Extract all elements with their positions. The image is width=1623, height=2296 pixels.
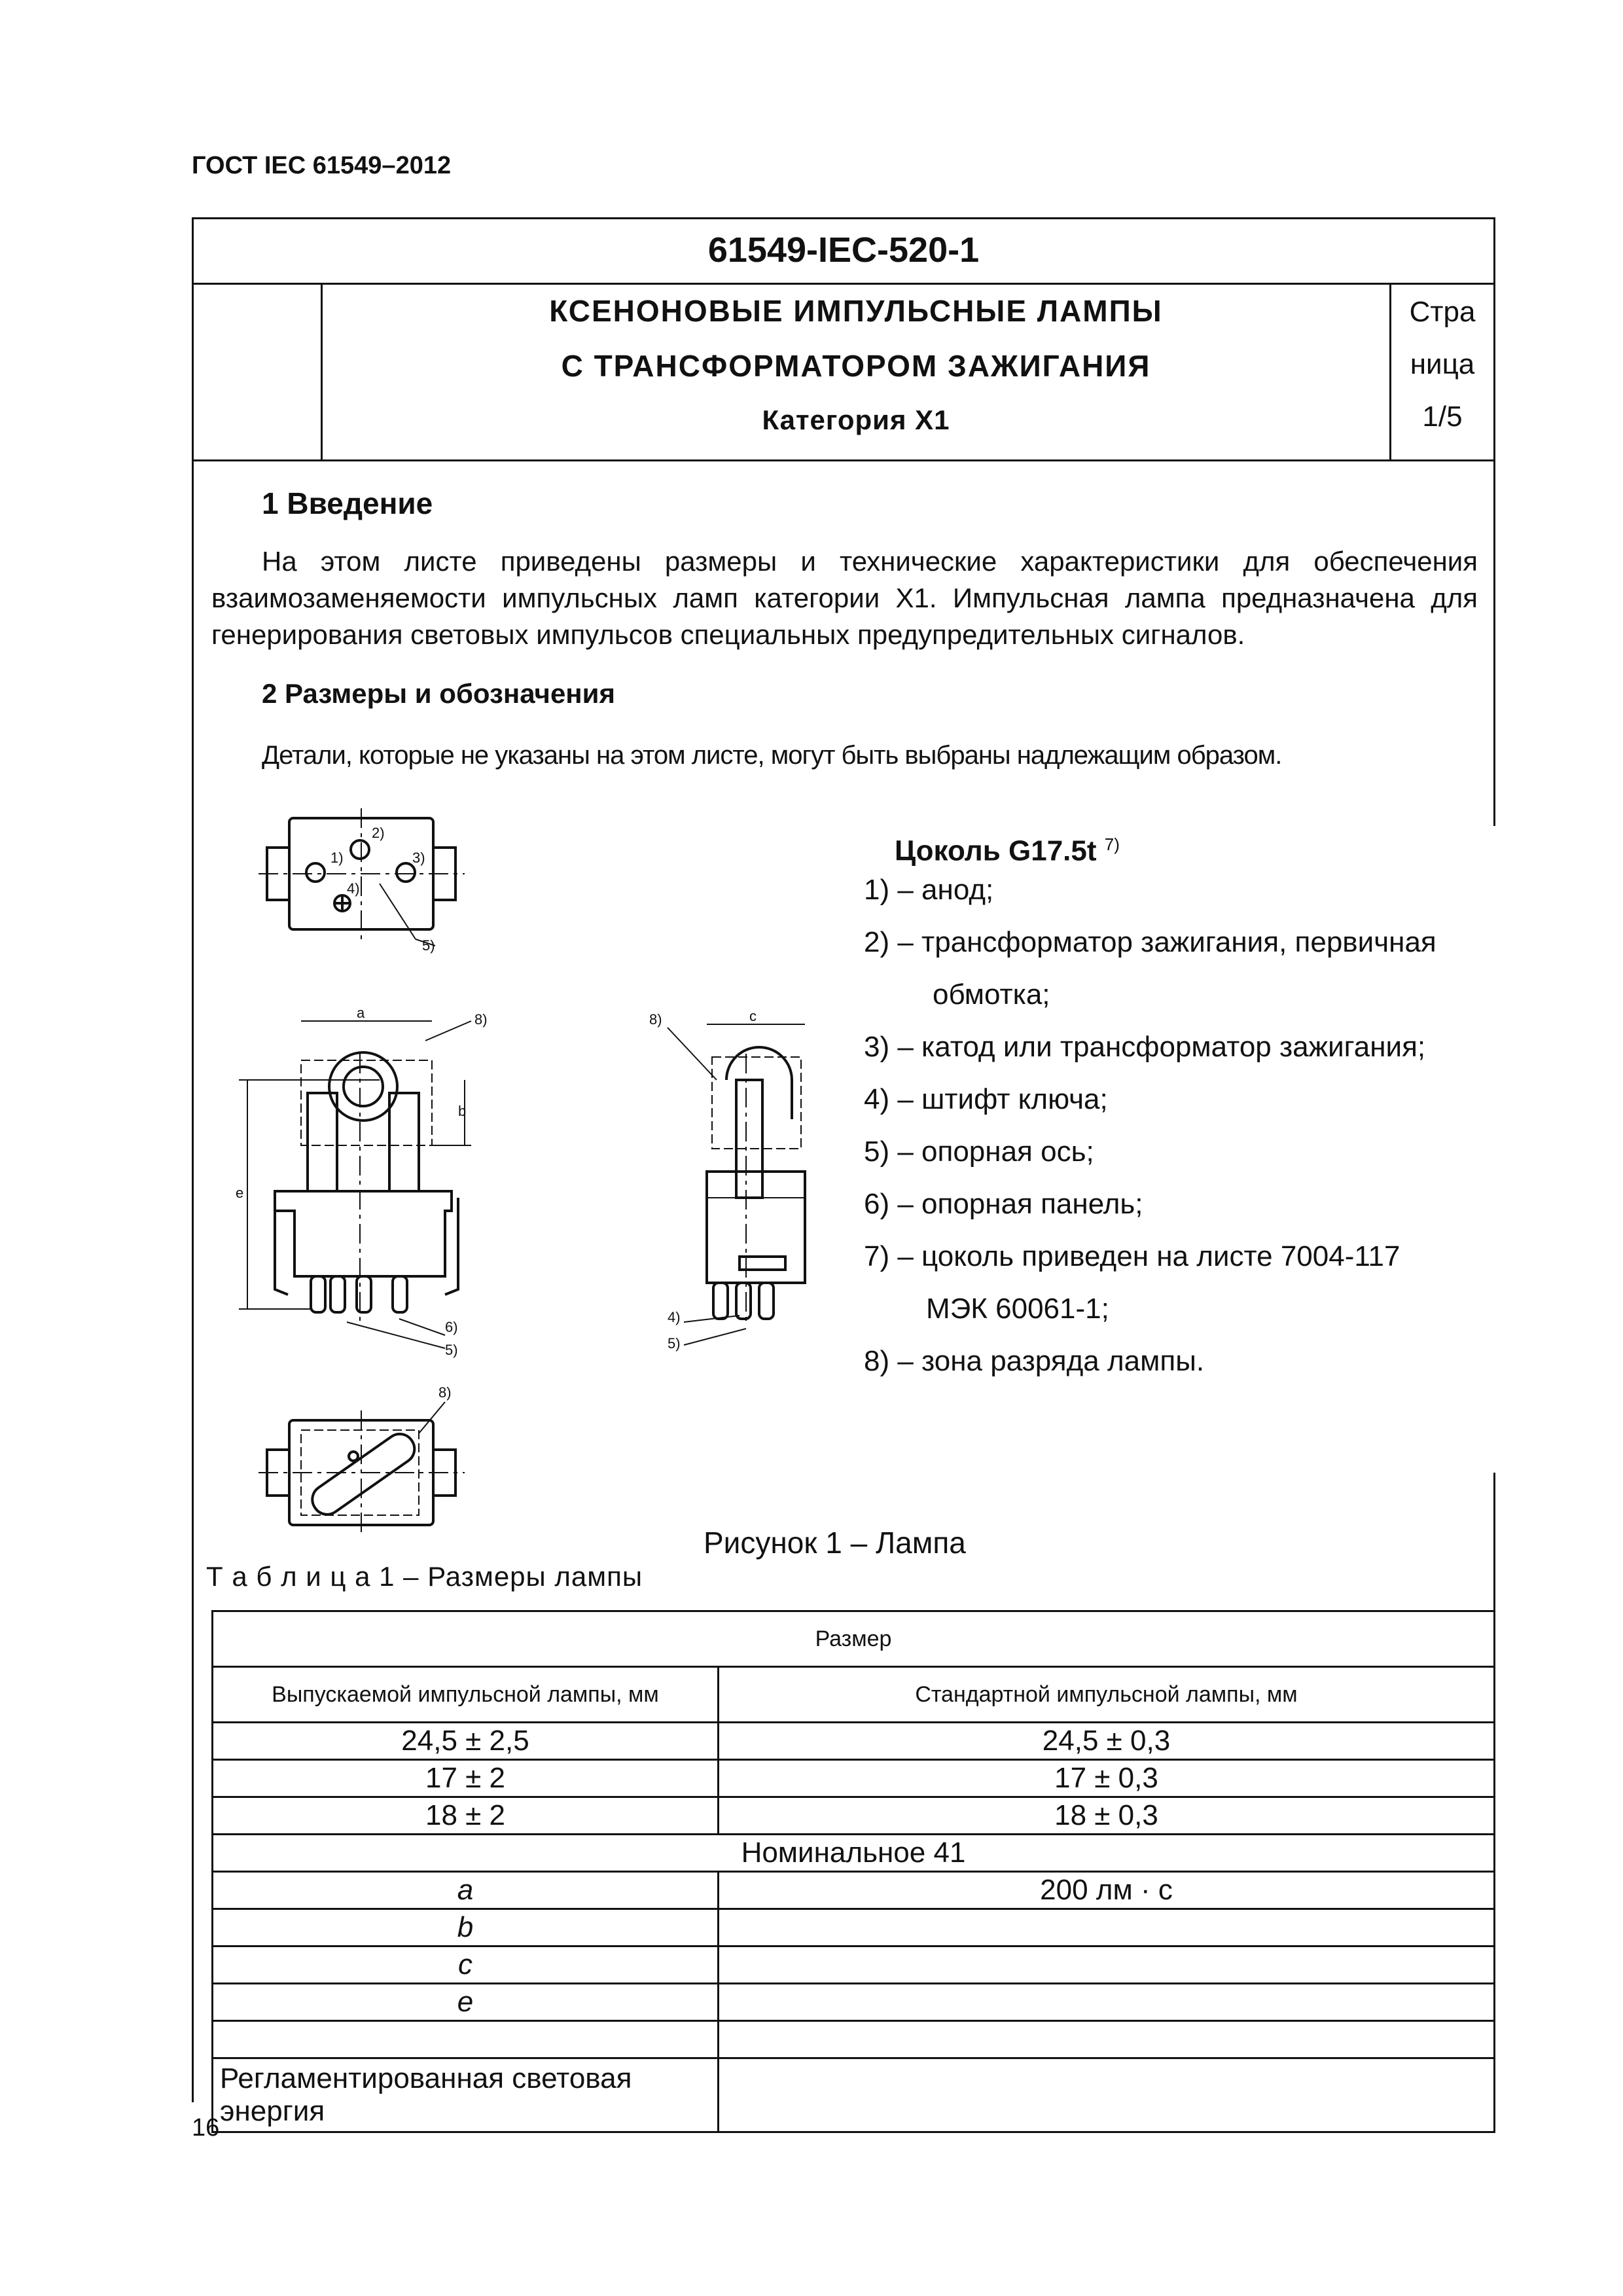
lamp-side-view xyxy=(668,1024,805,1345)
label-4: 4) xyxy=(347,880,360,897)
legend-title-sup: 7) xyxy=(1104,834,1120,854)
legend-item: обмотка; xyxy=(933,978,1050,1011)
table-cell: a xyxy=(213,1872,719,1909)
label-5-front: 5) xyxy=(445,1342,458,1358)
table-span-cell: Номинальное 41 xyxy=(213,1835,1495,1872)
label-6: 6) xyxy=(445,1319,458,1335)
sheet-category: Категория X1 xyxy=(762,404,950,435)
table-row xyxy=(213,2021,1495,2058)
dimensions-table xyxy=(211,1610,1495,2133)
sheet-number xyxy=(192,217,1495,285)
table-cell xyxy=(719,1946,1495,1984)
table-cell: e xyxy=(213,1984,719,2021)
legend-item: 3) – катод или трансформатор зажигания; xyxy=(864,1031,1426,1063)
table-cell: c xyxy=(213,1946,719,1984)
table-cell: 24,5 ± 0,3 xyxy=(719,1723,1495,1760)
legend-item: 1) – анод; xyxy=(864,874,994,906)
section2-text: Детали, которые не указаны на этом листе, могут быть выбраны надлежащим образом. xyxy=(262,741,1282,770)
table-row xyxy=(213,1909,1495,1946)
sheet-title-line1: КСЕНОНОВЫЕ ИМПУЛЬСНЫЕ ЛАМПЫ xyxy=(549,294,1163,328)
lamp-bottom-view xyxy=(259,1402,465,1535)
section2-heading: 2 Размеры и обозначения xyxy=(262,678,615,709)
page-label-1: Стра xyxy=(1409,296,1476,328)
table-cell xyxy=(719,1909,1495,1946)
table-row xyxy=(213,1797,1495,1835)
table-caption: Т а б л и ц а 1 – Размеры лампы xyxy=(206,1561,643,1592)
label-8-bottom: 8) xyxy=(438,1384,452,1401)
sheet-number-text: 61549-IEC-520-1 xyxy=(707,230,980,270)
base-top-view xyxy=(259,808,465,946)
label-2: 2) xyxy=(372,825,385,841)
table-row xyxy=(213,1723,1495,1760)
legend-item: 7) – цоколь приведен на листе 7004-117 xyxy=(864,1240,1400,1272)
table-cell: Регламентированная световая энергия xyxy=(213,2058,719,2132)
legend-item: 5) – опорная ось; xyxy=(864,1136,1094,1168)
table-row xyxy=(213,2058,1495,2132)
table-row xyxy=(213,1984,1495,2021)
table-row xyxy=(213,1872,1495,1909)
label-3: 3) xyxy=(412,850,425,866)
legend-item: 2) – трансформатор зажигания, первичная xyxy=(864,926,1436,958)
page-value: 1/5 xyxy=(1422,401,1463,433)
table-cell xyxy=(719,2021,1495,2058)
label-c: c xyxy=(749,1008,757,1024)
table-cell xyxy=(719,2058,1495,2132)
table-row xyxy=(213,1946,1495,1984)
legend-list xyxy=(864,864,1436,1388)
table-row xyxy=(213,1835,1495,1872)
table-col1-header: Выпускаемой импульсной лампы, мм xyxy=(213,1667,719,1723)
label-e: e xyxy=(236,1185,244,1201)
label-8-side: 8) xyxy=(649,1011,662,1028)
lamp-front-view xyxy=(239,1021,471,1348)
label-a: a xyxy=(357,1005,365,1021)
label-5-top: 5) xyxy=(422,937,435,954)
lamp-drawings xyxy=(236,805,903,1545)
legend-item: 4) – штифт ключа; xyxy=(864,1083,1108,1115)
legend-title xyxy=(895,834,1120,868)
table-row xyxy=(213,1760,1495,1797)
label-b: b xyxy=(458,1103,467,1119)
label-4-side: 4) xyxy=(668,1309,681,1325)
figure-caption: Рисунок 1 – Лампа xyxy=(704,1526,966,1560)
section1-text: На этом листе приведены размеры и технические характеристики для обеспечения взаимозаменяемости импульсных ламп категории X1. Импульсная лампа предназначена для генерирования световых импульсов специальных предупредительных сигналов. xyxy=(211,546,1478,650)
label-8-front: 8) xyxy=(474,1011,488,1028)
legend-item: МЭК 60061-1; xyxy=(926,1293,1109,1325)
table-cell xyxy=(213,2021,719,2058)
table-header-top: Размер xyxy=(213,1611,1495,1667)
label-1: 1) xyxy=(330,850,344,866)
table-cell xyxy=(719,1984,1495,2021)
legend-item: 8) – зона разряда лампы. xyxy=(864,1345,1205,1377)
sheet-title-line2: С ТРАНСФОРМАТОРОМ ЗАЖИГАНИЯ xyxy=(561,349,1151,383)
legend-title-text: Цоколь G17.5t xyxy=(895,834,1097,867)
label-5-side: 5) xyxy=(668,1335,681,1352)
table-cell: 18 ± 0,3 xyxy=(719,1797,1495,1835)
standard-header: ГОСТ IEC 61549–2012 xyxy=(192,152,452,179)
table-cell: 18 ± 2 xyxy=(213,1797,719,1835)
table-cell: 17 ± 0,3 xyxy=(719,1760,1495,1797)
table-cell: b xyxy=(213,1909,719,1946)
table-cell: 24,5 ± 2,5 xyxy=(213,1723,719,1760)
page-number: 16 xyxy=(192,2114,220,2142)
table-cell: 200 лм · с xyxy=(719,1872,1495,1909)
legend-item: 6) – опорная панель; xyxy=(864,1188,1143,1220)
table-cell: 17 ± 2 xyxy=(213,1760,719,1797)
title-block-left-cell xyxy=(192,283,323,459)
page-label-2: ница xyxy=(1410,348,1475,380)
table-col2-header: Стандартной импульсной лампы, мм xyxy=(719,1667,1495,1723)
section1-heading: 1 Введение xyxy=(262,486,433,520)
